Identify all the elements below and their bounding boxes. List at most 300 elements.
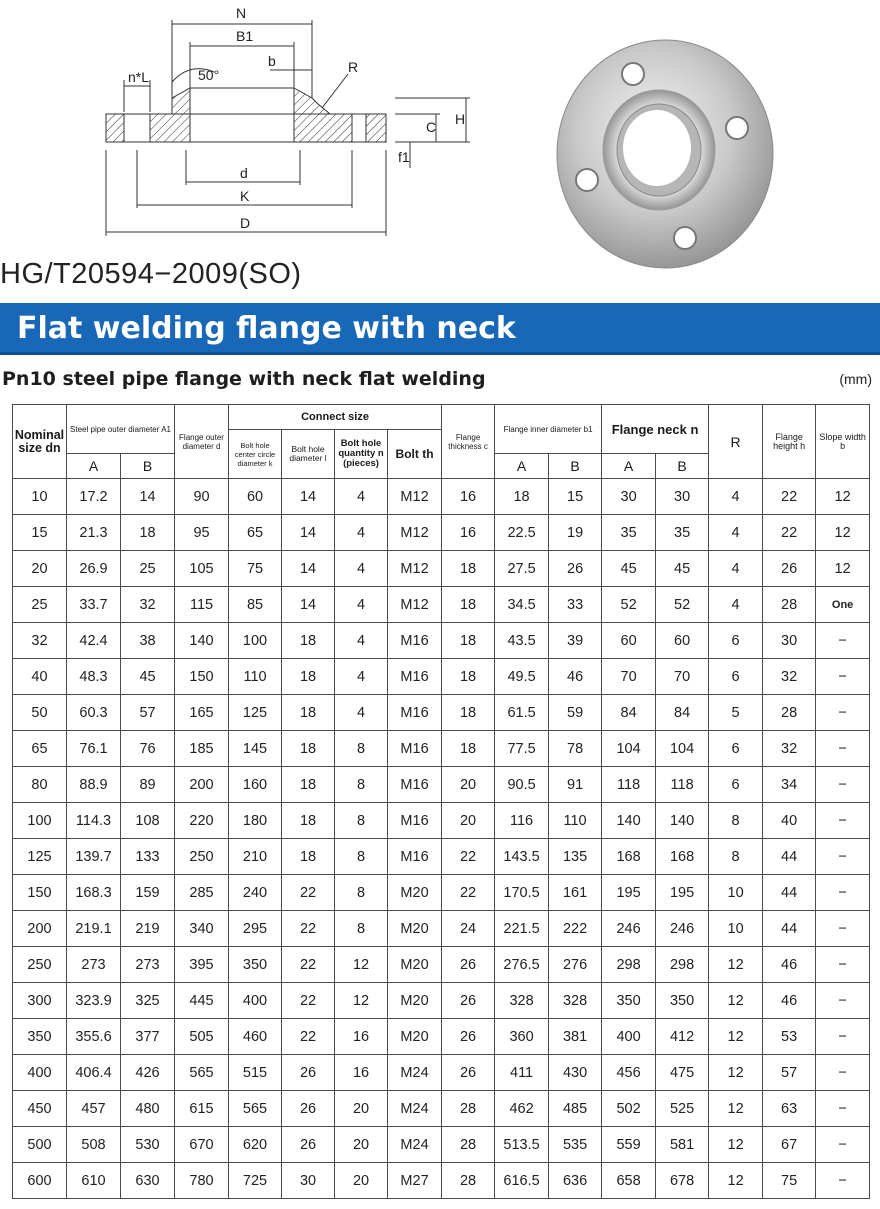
table-cell: 462 — [495, 1091, 549, 1127]
table-cell: − — [816, 875, 870, 911]
table-cell: 430 — [549, 1055, 602, 1091]
table-cell: 350 — [229, 947, 282, 983]
dim-label-d: d — [240, 165, 248, 181]
header-inner-diameter: Flange inner diameter b1 — [495, 405, 602, 454]
table-cell: 76.1 — [67, 731, 121, 767]
table-cell: 615 — [175, 1091, 229, 1127]
table-subtitle: Pn10 steel pipe flange with neck flat welding — [2, 368, 486, 390]
table-cell: M16 — [388, 623, 442, 659]
table-cell: 18 — [282, 839, 335, 875]
table-cell: 530 — [121, 1127, 175, 1163]
table-cell: − — [816, 1091, 870, 1127]
table-cell: 125 — [229, 695, 282, 731]
table-cell: 133 — [121, 839, 175, 875]
table-cell: − — [816, 1163, 870, 1199]
table-cell: M16 — [388, 839, 442, 875]
table-cell: 42.4 — [67, 623, 121, 659]
table-row — [13, 1127, 870, 1163]
table-cell: 340 — [175, 911, 229, 947]
table-cell: 18 — [282, 659, 335, 695]
table-cell: 44 — [763, 911, 816, 947]
table-cell: 57 — [763, 1055, 816, 1091]
table-cell: 28 — [442, 1163, 495, 1199]
table-cell: 30 — [656, 479, 709, 515]
table-cell: 6 — [709, 623, 763, 659]
table-cell: 40 — [13, 659, 67, 695]
table-cell: 70 — [602, 659, 656, 695]
table-cell: 400 — [602, 1019, 656, 1055]
table-cell: 16 — [335, 1019, 388, 1055]
table-cell: 159 — [121, 875, 175, 911]
table-cell: 140 — [175, 623, 229, 659]
table-cell: 59 — [549, 695, 602, 731]
table-cell: 273 — [121, 947, 175, 983]
flange-spec-table — [12, 404, 870, 1199]
table-cell: M12 — [388, 515, 442, 551]
table-cell: 60 — [229, 479, 282, 515]
table-cell: 22 — [282, 983, 335, 1019]
header-outer-A: A — [67, 454, 121, 479]
table-cell: 30 — [602, 479, 656, 515]
table-row — [13, 695, 870, 731]
flange-cross-section-drawing — [0, 0, 540, 250]
table-cell: 40 — [763, 803, 816, 839]
table-cell: 114.3 — [67, 803, 121, 839]
table-cell: 22 — [282, 875, 335, 911]
table-cell: 610 — [67, 1163, 121, 1199]
table-cell: 395 — [175, 947, 229, 983]
table-cell: 160 — [229, 767, 282, 803]
table-cell: 60.3 — [67, 695, 121, 731]
table-cell: 44 — [763, 875, 816, 911]
table-cell: 28 — [763, 587, 816, 623]
table-row — [13, 767, 870, 803]
table-cell: 14 — [121, 479, 175, 515]
table-cell: 84 — [656, 695, 709, 731]
table-cell: 78 — [549, 731, 602, 767]
table-cell: M20 — [388, 1019, 442, 1055]
table-cell: 104 — [656, 731, 709, 767]
table-cell: 298 — [602, 947, 656, 983]
table-cell: 18 — [442, 731, 495, 767]
table-cell: 445 — [175, 983, 229, 1019]
table-cell: 670 — [175, 1127, 229, 1163]
table-cell: 22 — [763, 479, 816, 515]
table-cell: 115 — [175, 587, 229, 623]
table-cell: − — [816, 659, 870, 695]
table-cell: 658 — [602, 1163, 656, 1199]
table-cell: 18 — [442, 623, 495, 659]
table-cell: 30 — [763, 623, 816, 659]
table-cell: 4 — [709, 515, 763, 551]
table-cell: 16 — [442, 479, 495, 515]
table-cell: 350 — [656, 983, 709, 1019]
table-cell: 12 — [816, 479, 870, 515]
table-cell: 39 — [549, 623, 602, 659]
table-cell: 18 — [282, 623, 335, 659]
table-cell: 12 — [709, 983, 763, 1019]
header-neck-B: B — [656, 454, 709, 479]
table-cell: − — [816, 731, 870, 767]
table-cell: 4 — [709, 479, 763, 515]
table-cell: 45 — [656, 551, 709, 587]
table-cell: − — [816, 1055, 870, 1091]
table-cell: 28 — [442, 1091, 495, 1127]
dim-label-N: N — [236, 5, 247, 21]
table-cell: 26.9 — [67, 551, 121, 587]
table-cell: 219 — [121, 911, 175, 947]
header-flange-neck: Flange neck n — [602, 405, 709, 454]
table-cell: 110 — [229, 659, 282, 695]
table-row — [13, 479, 870, 515]
table-cell: 20 — [335, 1163, 388, 1199]
header-flange-height: Flange height h — [763, 405, 816, 479]
table-cell: 18 — [442, 695, 495, 731]
table-cell: 8 — [335, 767, 388, 803]
table-cell: 46 — [763, 983, 816, 1019]
table-cell: 95 — [175, 515, 229, 551]
table-cell: 20 — [442, 767, 495, 803]
table-cell: 200 — [13, 911, 67, 947]
table-cell: 84 — [602, 695, 656, 731]
table-cell: 85 — [229, 587, 282, 623]
header-bolt-diameter: Bolt hole diameter l — [282, 430, 335, 479]
dim-label-H: H — [455, 111, 466, 127]
table-cell: 412 — [656, 1019, 709, 1055]
table-cell: 350 — [13, 1019, 67, 1055]
table-cell: 12 — [709, 1163, 763, 1199]
table-cell: 12 — [709, 1019, 763, 1055]
table-cell: 18 — [442, 551, 495, 587]
table-cell: 400 — [229, 983, 282, 1019]
table-cell: 360 — [495, 1019, 549, 1055]
table-cell: 76 — [121, 731, 175, 767]
table-cell: 20 — [335, 1127, 388, 1163]
table-cell: 4 — [709, 551, 763, 587]
table-cell: 8 — [709, 803, 763, 839]
table-cell: 630 — [121, 1163, 175, 1199]
table-cell: 118 — [602, 767, 656, 803]
table-cell: 43.5 — [495, 623, 549, 659]
table-cell: 219.1 — [67, 911, 121, 947]
table-cell: 145 — [229, 731, 282, 767]
table-cell: 600 — [13, 1163, 67, 1199]
table-cell: 12 — [709, 1091, 763, 1127]
table-cell: 250 — [13, 947, 67, 983]
table-cell: 26 — [442, 983, 495, 1019]
table-cell: 222 — [549, 911, 602, 947]
table-cell: 4 — [335, 479, 388, 515]
table-cell: 616.5 — [495, 1163, 549, 1199]
table-cell: 355.6 — [67, 1019, 121, 1055]
dim-label-nL: n*L — [128, 69, 150, 85]
table-cell: 678 — [656, 1163, 709, 1199]
table-cell: 8 — [335, 911, 388, 947]
table-cell: 118 — [656, 767, 709, 803]
table-cell: 221.5 — [495, 911, 549, 947]
table-cell: 22.5 — [495, 515, 549, 551]
table-row — [13, 983, 870, 1019]
header-neck-A: A — [602, 454, 656, 479]
header-flange-thickness: Flange thickness c — [442, 405, 495, 479]
table-cell: 75 — [229, 551, 282, 587]
table-cell: 33 — [549, 587, 602, 623]
table-cell: 14 — [282, 551, 335, 587]
table-cell: 5 — [709, 695, 763, 731]
table-cell: 500 — [13, 1127, 67, 1163]
table-cell: 10 — [709, 911, 763, 947]
table-cell: − — [816, 695, 870, 731]
table-cell: 105 — [175, 551, 229, 587]
table-cell: 57 — [121, 695, 175, 731]
table-row — [13, 947, 870, 983]
dim-label-D: D — [240, 215, 251, 231]
table-cell: − — [816, 767, 870, 803]
table-cell: 18 — [282, 767, 335, 803]
table-cell: 35 — [656, 515, 709, 551]
header-outer-diameter: Steel pipe outer diameter A1 — [67, 405, 175, 454]
table-cell: 581 — [656, 1127, 709, 1163]
table-cell: 180 — [229, 803, 282, 839]
table-cell: 32 — [13, 623, 67, 659]
table-cell: 90.5 — [495, 767, 549, 803]
table-cell: 328 — [495, 983, 549, 1019]
dim-label-f1: f1 — [398, 149, 410, 165]
table-cell: 22 — [282, 947, 335, 983]
table-cell: 170.5 — [495, 875, 549, 911]
table-cell: 34.5 — [495, 587, 549, 623]
table-cell: M16 — [388, 767, 442, 803]
table-cell: 276 — [549, 947, 602, 983]
table-cell: 195 — [602, 875, 656, 911]
header-nominal-size: Nominal size dn — [13, 405, 67, 479]
table-cell: 168 — [602, 839, 656, 875]
table-cell: 273 — [67, 947, 121, 983]
table-cell: 34 — [763, 767, 816, 803]
table-cell: 100 — [13, 803, 67, 839]
table-cell: 406.4 — [67, 1055, 121, 1091]
table-cell: M20 — [388, 947, 442, 983]
table-cell: 295 — [229, 911, 282, 947]
table-cell: 22 — [442, 875, 495, 911]
table-cell: 18 — [442, 659, 495, 695]
table-cell: 12 — [335, 947, 388, 983]
table-cell: 100 — [229, 623, 282, 659]
table-cell: 12 — [816, 551, 870, 587]
table-cell: 325 — [121, 983, 175, 1019]
table-cell: 535 — [549, 1127, 602, 1163]
table-cell: 220 — [175, 803, 229, 839]
table-cell: − — [816, 803, 870, 839]
table-cell: 18 — [282, 803, 335, 839]
standard-title: HG/T20594−2009(SO) — [0, 258, 302, 290]
table-cell: 65 — [229, 515, 282, 551]
table-cell: 6 — [709, 659, 763, 695]
table-row — [13, 623, 870, 659]
table-cell: 63 — [763, 1091, 816, 1127]
table-cell: 165 — [175, 695, 229, 731]
table-cell: 24 — [442, 911, 495, 947]
table-row — [13, 1019, 870, 1055]
table-cell: 104 — [602, 731, 656, 767]
table-cell: One — [816, 587, 870, 623]
table-cell: 10 — [13, 479, 67, 515]
table-row — [13, 1163, 870, 1199]
table-cell: M24 — [388, 1055, 442, 1091]
dim-label-R: R — [348, 59, 359, 75]
table-cell: 240 — [229, 875, 282, 911]
table-cell: 27.5 — [495, 551, 549, 587]
table-cell: 22 — [442, 839, 495, 875]
table-row — [13, 659, 870, 695]
table-cell: 26 — [282, 1091, 335, 1127]
table-cell: 381 — [549, 1019, 602, 1055]
table-cell: M16 — [388, 659, 442, 695]
table-cell: 25 — [121, 551, 175, 587]
table-cell: 75 — [763, 1163, 816, 1199]
table-cell: 60 — [656, 623, 709, 659]
table-cell: 4 — [335, 587, 388, 623]
dim-label-C: C — [426, 119, 437, 135]
banner-title: Flat welding flange with neck — [17, 311, 516, 346]
table-cell: 10 — [709, 875, 763, 911]
table-cell: M24 — [388, 1091, 442, 1127]
table-cell: 168 — [656, 839, 709, 875]
table-cell: 16 — [335, 1055, 388, 1091]
table-cell: 26 — [442, 947, 495, 983]
table-cell: 20 — [13, 551, 67, 587]
dim-label-K: K — [240, 188, 250, 204]
table-cell: M16 — [388, 803, 442, 839]
table-cell: 22 — [763, 515, 816, 551]
header-slope-width: Slope width b — [816, 405, 870, 479]
table-cell: 48.3 — [67, 659, 121, 695]
table-cell: 26 — [282, 1127, 335, 1163]
header-bolt-quantity: Bolt hole quantity n (pieces) — [335, 430, 388, 479]
header-inner-B: B — [549, 454, 602, 479]
table-cell: 70 — [656, 659, 709, 695]
table-cell: 636 — [549, 1163, 602, 1199]
table-cell: 125 — [13, 839, 67, 875]
table-cell: 49.5 — [495, 659, 549, 695]
title-banner — [0, 303, 880, 355]
table-cell: 32 — [763, 659, 816, 695]
table-cell: 565 — [229, 1091, 282, 1127]
table-row — [13, 875, 870, 911]
table-cell: M24 — [388, 1127, 442, 1163]
table-cell: − — [816, 1019, 870, 1055]
flange-photo — [555, 38, 775, 270]
table-cell: 33.7 — [67, 587, 121, 623]
table-cell: 143.5 — [495, 839, 549, 875]
table-cell: 90 — [175, 479, 229, 515]
table-cell: 525 — [656, 1091, 709, 1127]
table-cell: 46 — [763, 947, 816, 983]
table-cell: 89 — [121, 767, 175, 803]
table-cell: 15 — [549, 479, 602, 515]
table-cell: 26 — [282, 1055, 335, 1091]
table-cell: 508 — [67, 1127, 121, 1163]
table-cell: 460 — [229, 1019, 282, 1055]
table-cell: 15 — [13, 515, 67, 551]
table-cell: M12 — [388, 479, 442, 515]
table-cell: 18 — [495, 479, 549, 515]
table-cell: 110 — [549, 803, 602, 839]
table-cell: 457 — [67, 1091, 121, 1127]
table-cell: M20 — [388, 983, 442, 1019]
table-cell: 502 — [602, 1091, 656, 1127]
table-cell: 150 — [175, 659, 229, 695]
table-cell: 250 — [175, 839, 229, 875]
table-cell: M16 — [388, 695, 442, 731]
table-cell: 246 — [602, 911, 656, 947]
table-cell: 559 — [602, 1127, 656, 1163]
table-cell: 12 — [709, 1055, 763, 1091]
header-bolt-center: Bolt hole center circle diameter k — [229, 430, 282, 479]
table-cell: 195 — [656, 875, 709, 911]
table-cell: 53 — [763, 1019, 816, 1055]
table-row — [13, 1055, 870, 1091]
table-cell: 20 — [442, 803, 495, 839]
table-cell: 505 — [175, 1019, 229, 1055]
table-cell: 513.5 — [495, 1127, 549, 1163]
table-cell: 18 — [282, 731, 335, 767]
table-cell: 26 — [442, 1055, 495, 1091]
table-cell: 4 — [335, 551, 388, 587]
table-cell: − — [816, 623, 870, 659]
table-cell: 38 — [121, 623, 175, 659]
table-row — [13, 515, 870, 551]
table-cell: 475 — [656, 1055, 709, 1091]
table-cell: 150 — [13, 875, 67, 911]
table-cell: 246 — [656, 911, 709, 947]
table-cell: 4 — [335, 659, 388, 695]
table-cell: 328 — [549, 983, 602, 1019]
table-cell: − — [816, 1127, 870, 1163]
table-row — [13, 1091, 870, 1127]
table-cell: 18 — [121, 515, 175, 551]
table-row — [13, 587, 870, 623]
table-cell: 300 — [13, 983, 67, 1019]
table-cell: 46 — [549, 659, 602, 695]
table-cell: M27 — [388, 1163, 442, 1199]
table-cell: 12 — [335, 983, 388, 1019]
table-cell: 8 — [335, 839, 388, 875]
table-cell: 725 — [229, 1163, 282, 1199]
table-cell: 485 — [549, 1091, 602, 1127]
table-cell: 377 — [121, 1019, 175, 1055]
table-cell: 20 — [335, 1091, 388, 1127]
table-cell: 480 — [121, 1091, 175, 1127]
table-cell: 18 — [442, 587, 495, 623]
table-cell: 26 — [549, 551, 602, 587]
table-cell: 35 — [602, 515, 656, 551]
table-cell: 140 — [656, 803, 709, 839]
table-row — [13, 911, 870, 947]
table-cell: 8 — [709, 839, 763, 875]
table-cell: 52 — [656, 587, 709, 623]
table-row — [13, 551, 870, 587]
table-cell: 139.7 — [67, 839, 121, 875]
table-cell: 116 — [495, 803, 549, 839]
table-row — [13, 839, 870, 875]
table-cell: 161 — [549, 875, 602, 911]
table-cell: 298 — [656, 947, 709, 983]
header-connect-size: Connect size — [229, 405, 442, 430]
table-cell: 28 — [442, 1127, 495, 1163]
table-cell: 14 — [282, 587, 335, 623]
table-cell: 4 — [335, 623, 388, 659]
